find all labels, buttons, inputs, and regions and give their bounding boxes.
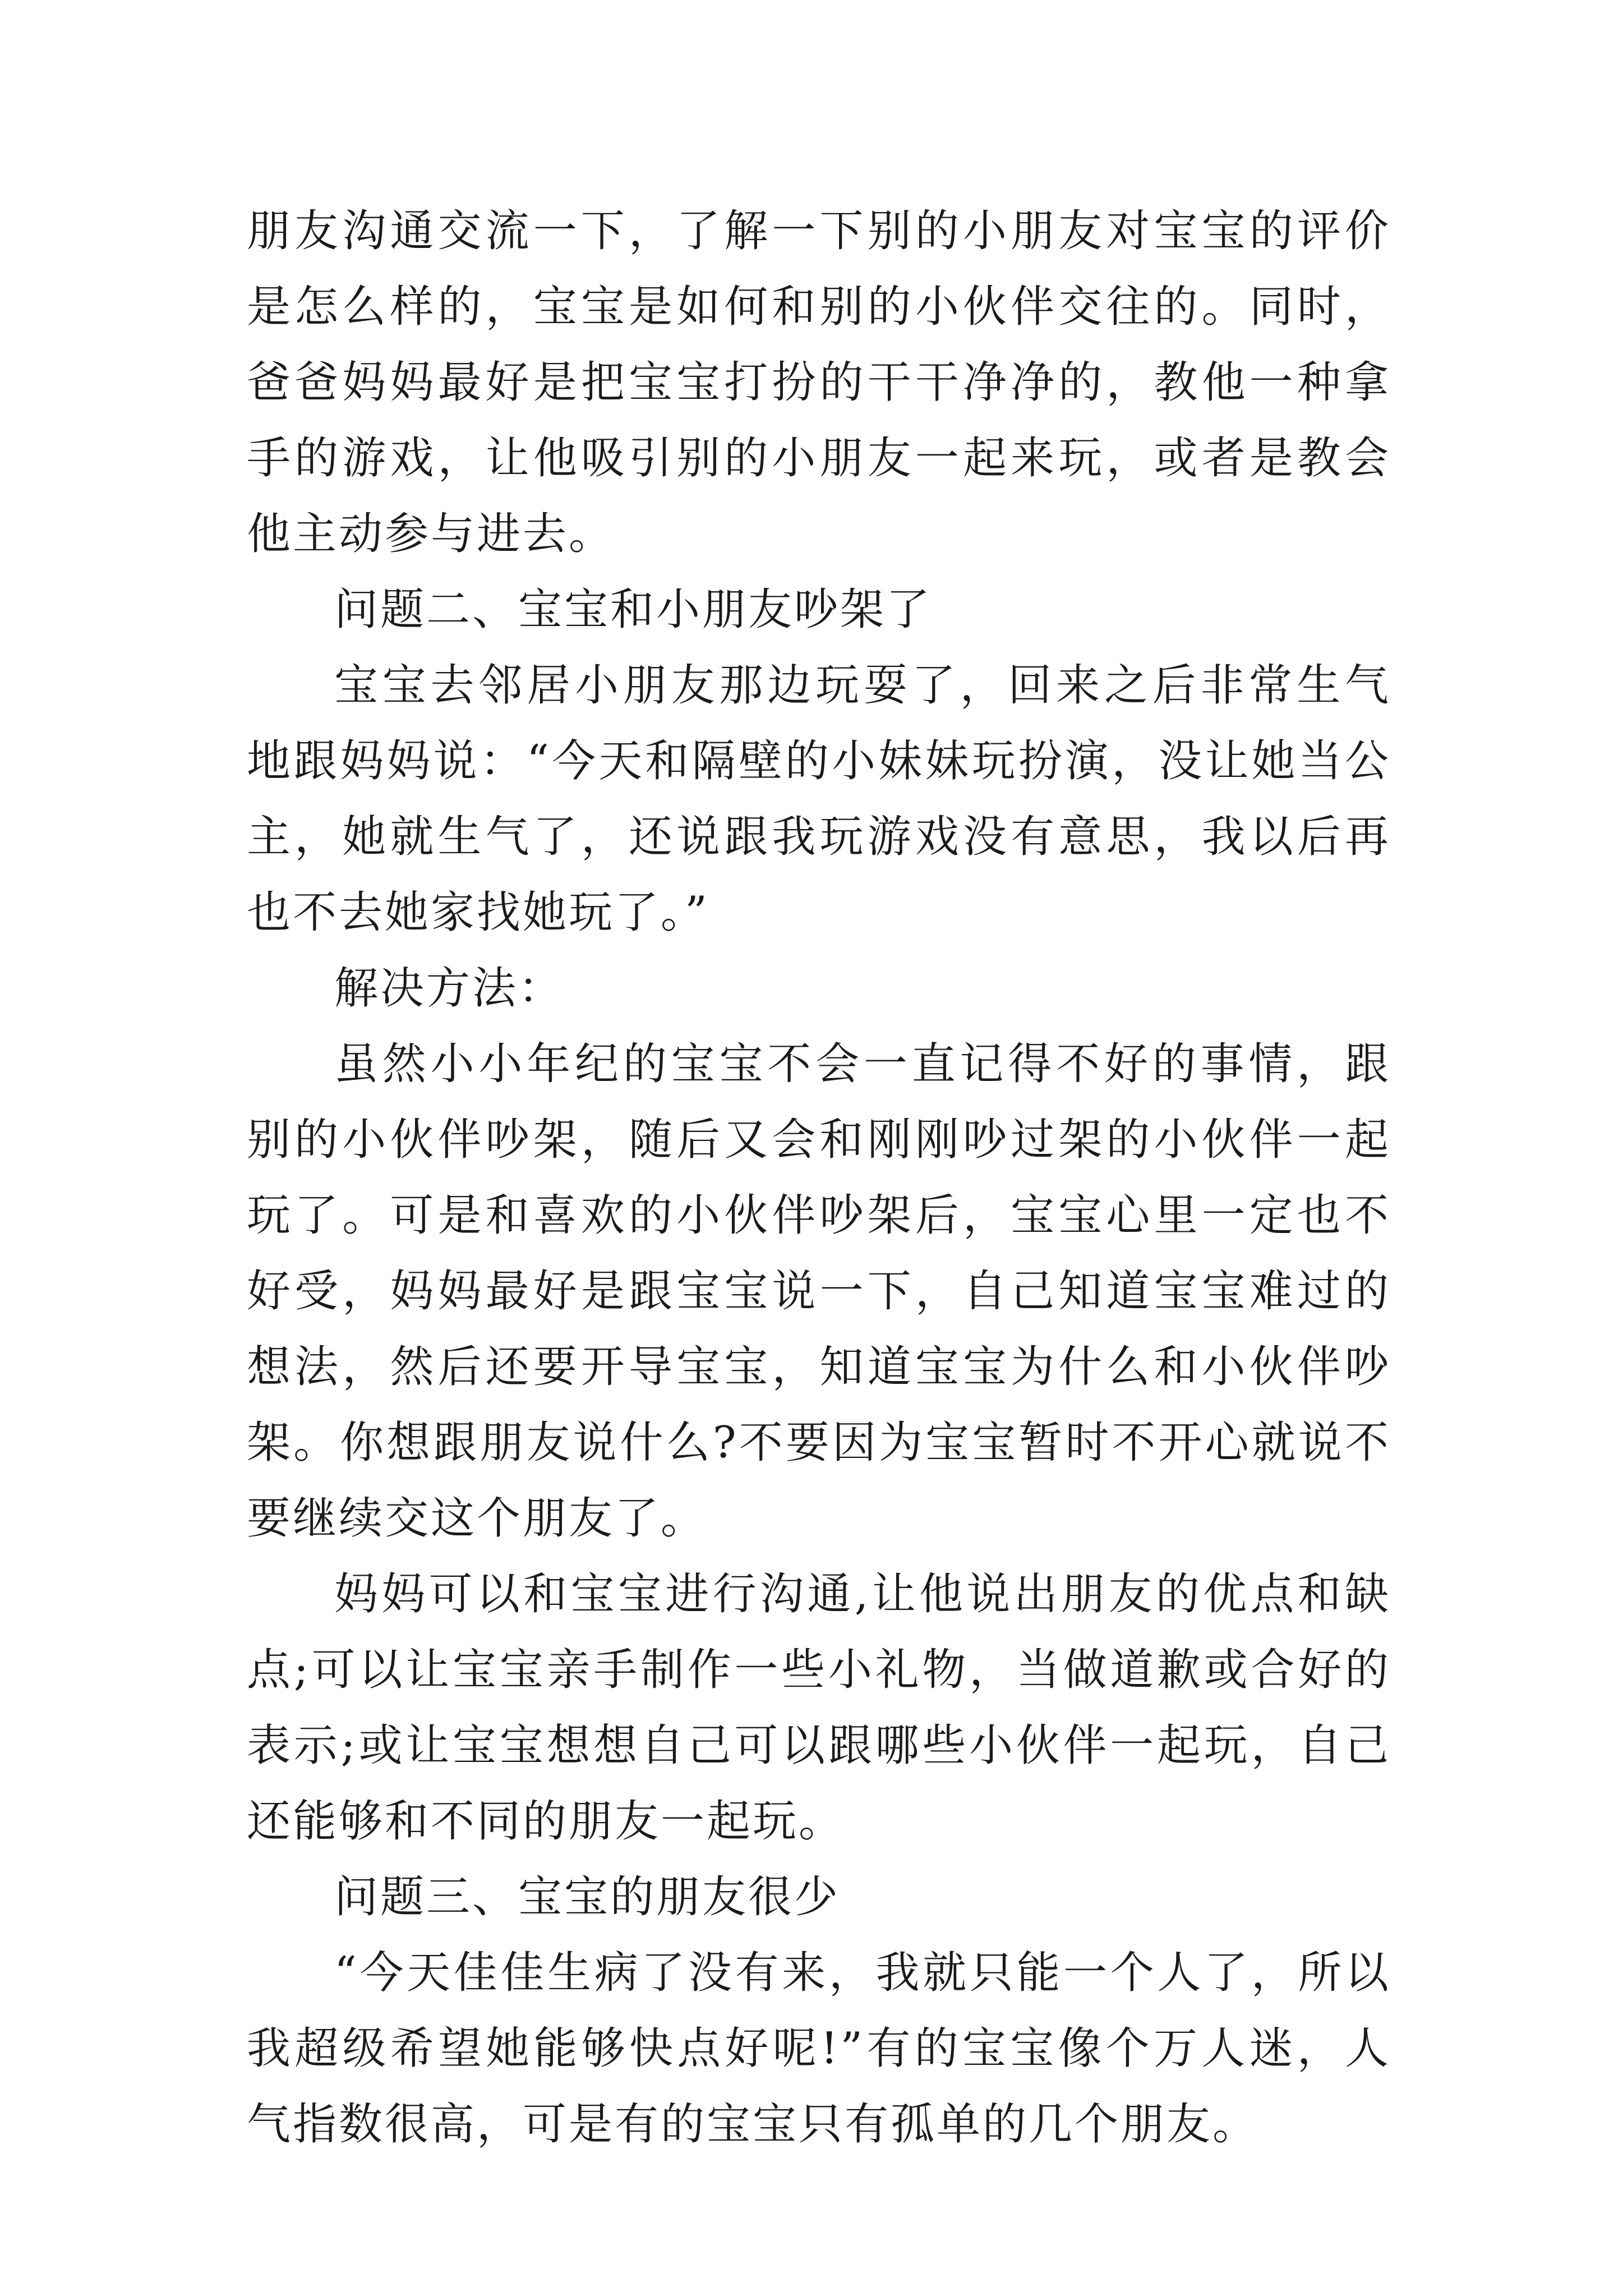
paragraph-quarrel-story: 宝宝去邻居小朋友那边玩耍了，回来之后非常生气地跟妈妈说：“今天和隔壁的小妹妹玩扮演，没让她当公主，她就生气了，还说跟我玩游戏没有意思，我以后再也不去她家找她玩了。”	[247, 660, 1391, 938]
paragraph-solution-2: 妈妈可以和宝宝进行沟通,让他说出朋友的优点和缺点;可以让宝宝亲手制作一些小礼物，当做道歉或合好的表示;或让宝宝想想自己可以跟哪些小伙伴一起玩，自己还能够和不同的朋友一起玩。	[247, 1569, 1391, 1847]
paragraph-solution-1: 虽然小小年纪的宝宝不会一直记得不好的事情，跟别的小伙伴吵架，随后又会和刚刚吵过架的小伙伴一起玩了。可是和喜欢的小伙伴吵架后，宝宝心里一定也不好受，妈妈最好是跟宝宝说一下，自己知道宝宝难过的想法，然后还要开导宝宝，知道宝宝为什么和小伙伴吵架。你想跟朋友说什么?不要因为宝宝暂时不开心就说不要继续交这个朋友了。	[247, 1039, 1391, 1544]
heading-problem-two: 问题二、宝宝和小朋友吵架了	[334, 585, 933, 635]
document-body	[247, 194, 1391, 2162]
paragraph-few-friends: “今天佳佳生病了没有来，我就只能一个人了，所以我超级希望她能够快点好呢!”有的宝宝像个万人迷，人气指数很高，可是有的宝宝只有孤单的几个朋友。	[247, 1948, 1391, 2150]
heading-solution: 解决方法：	[334, 963, 565, 1014]
heading-problem-three: 问题三、宝宝的朋友很少	[334, 1872, 841, 1922]
paragraph-1: 朋友沟通交流一下，了解一下别的小朋友对宝宝的评价是怎么样的，宝宝是如何和别的小伙伴交往的。同时，爸爸妈妈最好是把宝宝打扮的干干净净的，教他一种拿手的游戏，让他吸引别的小朋友一起来玩，或者是教会他主动参与进去。	[247, 206, 1391, 559]
